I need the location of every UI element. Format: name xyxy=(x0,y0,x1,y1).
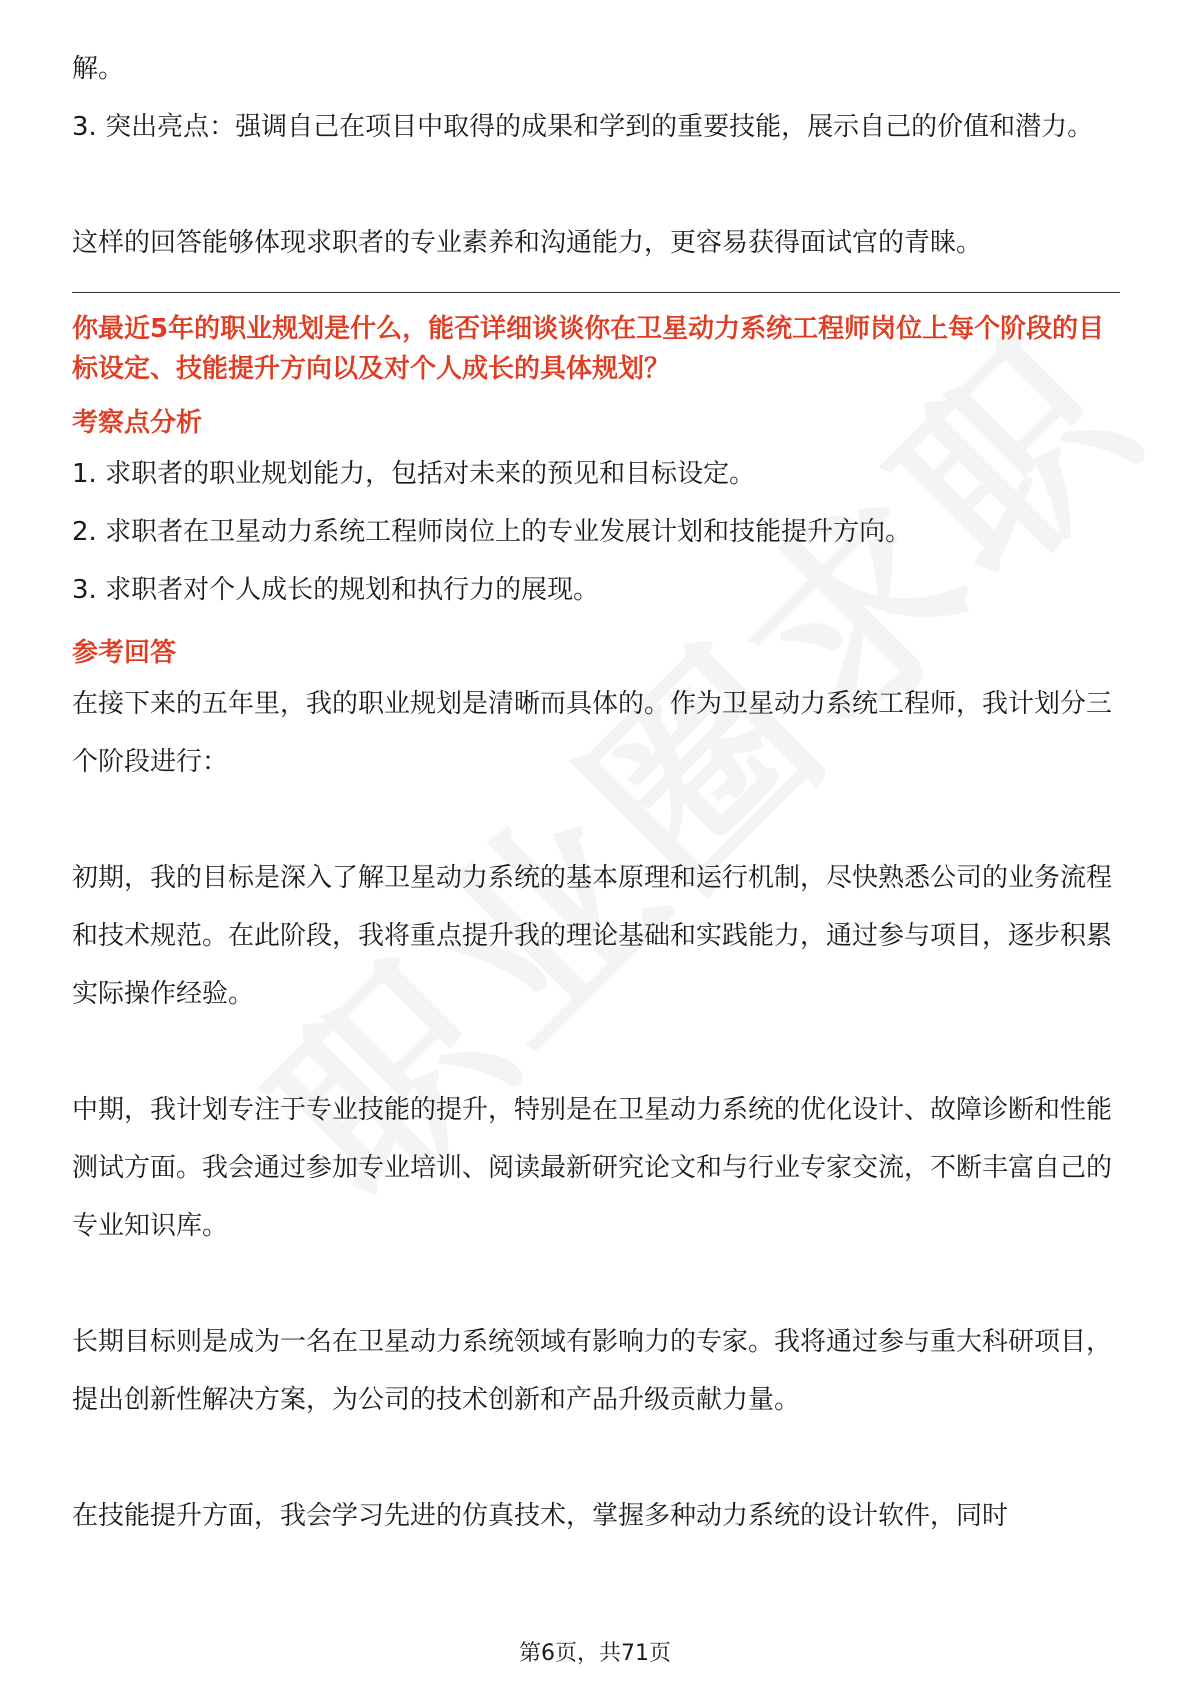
paragraph-gap xyxy=(72,791,1120,849)
page-content xyxy=(72,40,1120,1545)
answer-heading: 参考回答 xyxy=(72,638,177,668)
page-number: 第6页，共71页 xyxy=(519,1641,671,1666)
paragraph-gap xyxy=(72,1023,1120,1081)
previous-point-3: 3. 突出亮点：强调自己在项目中取得的成果和学到的重要技能，展示自己的价值和潜力。 xyxy=(72,112,1094,142)
paragraph-gap xyxy=(72,1429,1120,1487)
analysis-item: 2. 求职者在卫星动力系统工程师岗位上的专业发展计划和技能提升方向。 xyxy=(72,517,912,547)
answer-paragraph: 在技能提升方面，我会学习先进的仿真技术，掌握多种动力系统的设计软件，同时 xyxy=(72,1501,1009,1531)
analysis-heading: 考察点分析 xyxy=(72,408,203,438)
answer-paragraph: 初期，我的目标是深入了解卫星动力系统的基本原理和运行机制，尽快熟悉公司的业务流程和技术规范。在此阶段，我将重点提升我的理论基础和实践能力，通过参与项目，逐步积累实际操作经验。 xyxy=(72,863,1113,1009)
section-divider xyxy=(72,292,1120,293)
interview-question: 你最近5年的职业规划是什么，能否详细谈谈你在卫星动力系统工程师岗位上每个阶段的目标设定、技能提升方向以及对个人成长的具体规划？ xyxy=(72,314,1105,384)
analysis-item: 3. 求职者对个人成长的规划和执行力的展现。 xyxy=(72,575,600,605)
previous-summary: 这样的回答能够体现求职者的专业素养和沟通能力，更容易获得面试官的青睐。 xyxy=(72,228,983,258)
continuation-text: 解。 xyxy=(72,54,125,84)
answer-paragraph: 中期，我计划专注于专业技能的提升，特别是在卫星动力系统的优化设计、故障诊断和性能测试方面。我会通过参加专业培训、阅读最新研究论文和与行业专家交流，不断丰富自己的专业知识库。 xyxy=(72,1095,1113,1241)
answer-paragraph: 长期目标则是成为一名在卫星动力系统领域有影响力的专家。我将通过参与重大科研项目，提出创新性解决方案，为公司的技术创新和产品升级贡献力量。 xyxy=(72,1327,1113,1415)
answer-paragraph: 在接下来的五年里，我的职业规划是清晰而具体的。作为卫星动力系统工程师，我计划分三个阶段进行： xyxy=(72,689,1113,777)
paragraph-gap xyxy=(72,1255,1120,1313)
analysis-item: 1. 求职者的职业规划能力，包括对未来的预见和目标设定。 xyxy=(72,459,756,489)
paragraph-gap xyxy=(72,156,1120,214)
